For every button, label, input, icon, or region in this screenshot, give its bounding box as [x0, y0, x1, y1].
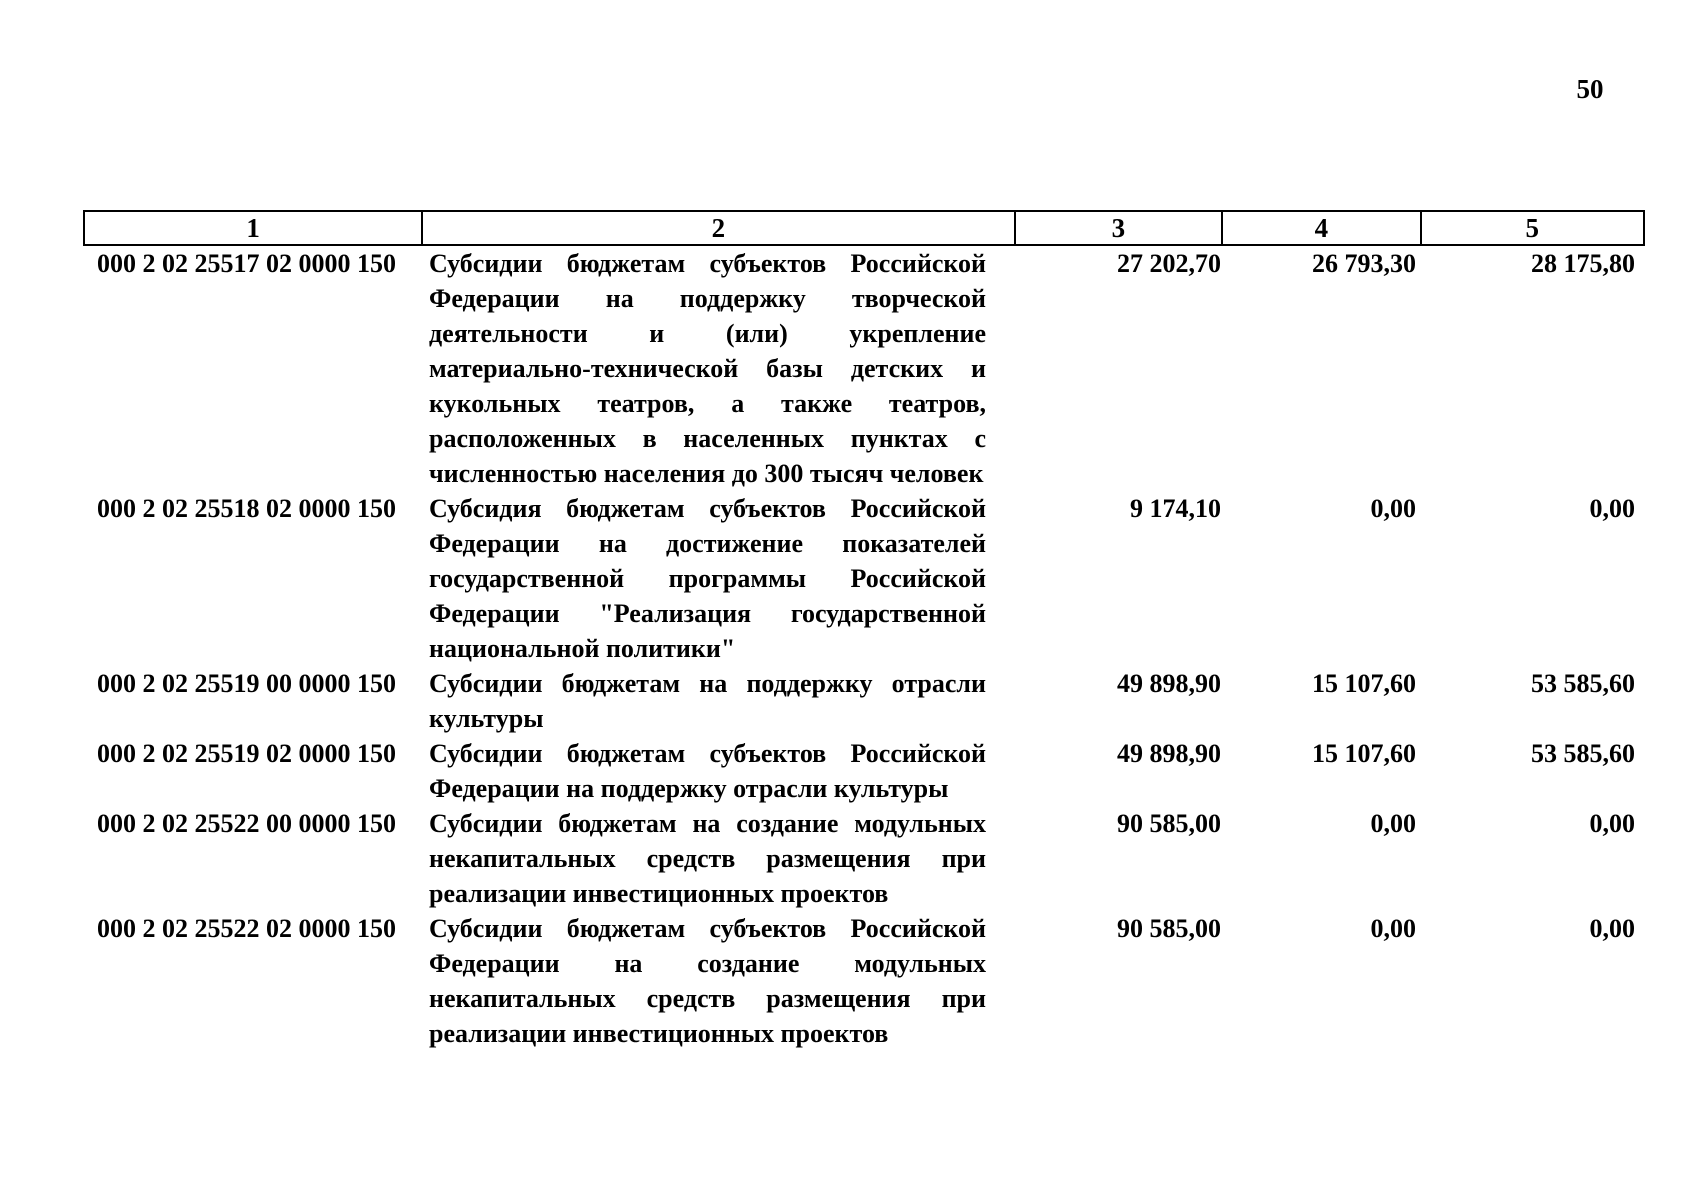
table-row: [83, 736, 1645, 806]
row-code: 000 2 02 25522 02 0000 150: [97, 914, 396, 943]
row-code: 000 2 02 25518 02 0000 150: [97, 494, 396, 523]
row-value-col3: 90 585,00: [1117, 914, 1221, 943]
row-value-col4: 15 107,60: [1312, 739, 1416, 768]
row-description: Субсидии бюджетам на создание модульных некапитальных средств размещения при реализации инвестиционных проектов: [429, 809, 986, 908]
table-row: [83, 806, 1645, 911]
row-code: 000 2 02 25517 02 0000 150: [97, 249, 396, 278]
row-description: Субсидии бюджетам субъектов Российской Федерации на поддержку творческой деятельности и (или) укрепление материально-технической базы детских и кукольных театров, а также театров, расположенных в населенных пунктах с численностью населения до 300 тысяч человек: [429, 249, 986, 488]
table-row: [83, 491, 1645, 666]
header-col-3: 3: [1016, 212, 1223, 244]
row-value-col4: 0,00: [1370, 809, 1416, 838]
table-row: [83, 911, 1645, 1051]
row-code: 000 2 02 25519 02 0000 150: [97, 739, 396, 768]
header-col-4: 4: [1223, 212, 1422, 244]
row-value-col3: 9 174,10: [1130, 494, 1221, 523]
row-description: Субсидия бюджетам субъектов Российской Федерации на достижение показателей государственной программы Российской Федерации "Реализация государственной национальной политики": [429, 494, 986, 663]
row-value-col5: 0,00: [1589, 494, 1635, 523]
row-value-col5: 53 585,60: [1531, 669, 1635, 698]
header-col-5: 5: [1525, 213, 1540, 243]
row-value-col3: 49 898,90: [1117, 739, 1221, 768]
row-description: Субсидии бюджетам субъектов Российской Федерации на создание модульных некапитальных средств размещения при реализации инвестиционных проектов: [429, 914, 986, 1048]
row-value-col4: 15 107,60: [1312, 669, 1416, 698]
page-number: 50: [1576, 74, 1604, 104]
header-col-2: 2: [423, 212, 1015, 244]
row-description: Субсидии бюджетам субъектов Российской Федерации на поддержку отрасли культуры: [429, 739, 986, 803]
row-value-col5: 0,00: [1589, 914, 1635, 943]
row-value-col3: 27 202,70: [1117, 249, 1221, 278]
row-value-col3: 49 898,90: [1117, 669, 1221, 698]
row-value-col4: 26 793,30: [1312, 249, 1416, 278]
row-value-col4: 0,00: [1370, 494, 1416, 523]
row-value-col5: 0,00: [1589, 809, 1635, 838]
budget-table: [83, 210, 1645, 1051]
row-description: Субсидии бюджетам на поддержку отрасли культуры: [429, 669, 986, 733]
table-row: [83, 666, 1645, 736]
row-value-col3: 90 585,00: [1117, 809, 1221, 838]
header-col-1: 1: [85, 212, 423, 244]
row-code: 000 2 02 25519 00 0000 150: [97, 669, 396, 698]
row-value-col5: 28 175,80: [1531, 249, 1635, 278]
table-row: [83, 246, 1645, 491]
row-code: 000 2 02 25522 00 0000 150: [97, 809, 396, 838]
row-value-col4: 0,00: [1370, 914, 1416, 943]
row-value-col5: 53 585,60: [1531, 739, 1635, 768]
table-header-row: [83, 210, 1645, 246]
